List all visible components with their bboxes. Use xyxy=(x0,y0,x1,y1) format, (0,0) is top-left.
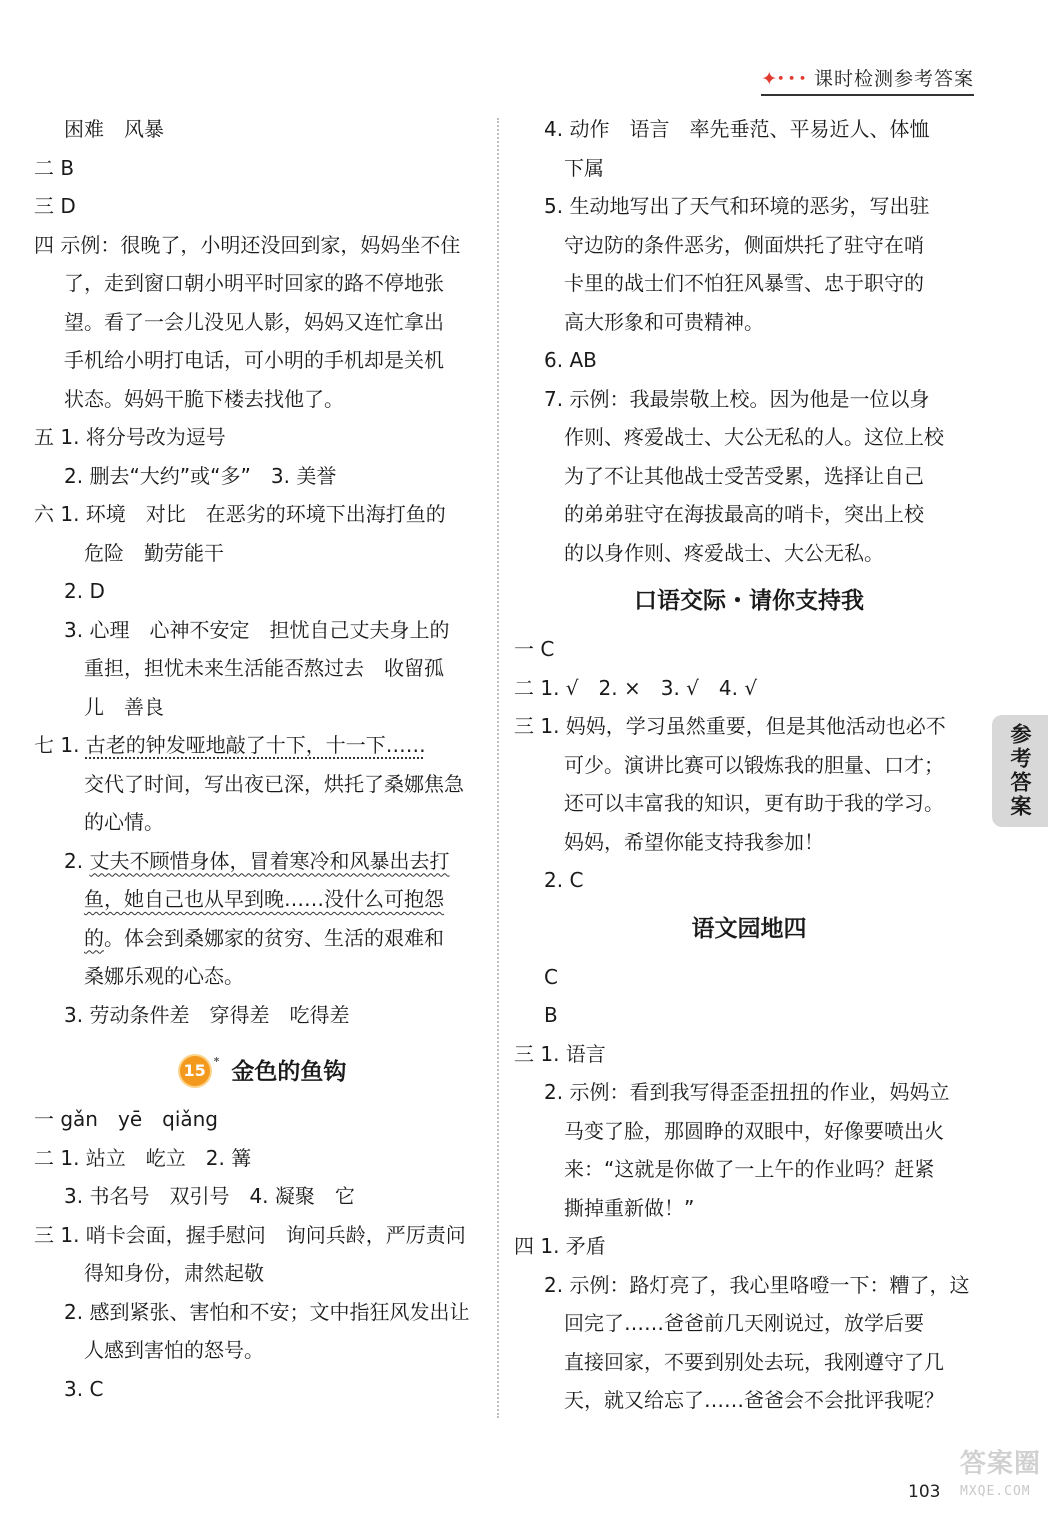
answer-line: 回完了……爸爸前几天刚说过，放学后要 xyxy=(564,1311,924,1335)
answer-line: 了，走到窗口朝小明平时回家的路不停地张 xyxy=(64,271,444,295)
answer-line: 危险 勤劳能干 xyxy=(84,540,224,565)
answer-line: 一 gǎn yē qiǎng xyxy=(34,1107,219,1131)
answer-line: 可少。演讲比赛可以锻炼我的胆量、口才； xyxy=(564,752,944,777)
answer-line: 手机给小明打电话，可小明的手机却是关机 xyxy=(64,348,444,372)
answer-line xyxy=(34,726,492,765)
answer-line: 2. C xyxy=(544,868,584,892)
item-number: 七 1. xyxy=(34,733,86,757)
answer-line: 一 C xyxy=(514,637,555,661)
answer-line: 6. AB xyxy=(544,348,597,372)
answer-text: 。体会到桑娜家的贫穷、生活的艰难和 xyxy=(104,925,444,950)
answer-line: 马变了脸，那圆睁的双眼中，好像要喷出火 xyxy=(564,1118,944,1143)
watermark-text: 答案圈 xyxy=(960,1449,1042,1479)
star-decoration-icon: ✦• • • xyxy=(761,68,806,90)
answer-line: 交代了时间，写出夜已深，烘托了桑娜焦急 xyxy=(84,771,464,796)
answer-line: 撕掉重新做！” xyxy=(564,1195,695,1220)
answer-line: 2. 删去“大约”或“多” 3. 美誉 xyxy=(64,463,337,488)
column-divider xyxy=(497,118,499,1418)
answer-line: 为了不让其他战士受苦受累，选择让自己 xyxy=(564,463,924,488)
answer-line: 3. 心理 心神不安定 担忧自己丈夫身上的 xyxy=(64,617,450,642)
answer-line xyxy=(34,919,492,958)
answer-line: 7. 示例：我最崇敬上校。因为他是一位以身 xyxy=(544,386,930,411)
answer-line: 还可以丰富我的知识，更有助于我的学习。 xyxy=(564,791,944,815)
answer-line: 六 1. 环境 对比 在恶劣的环境下出海打鱼的 xyxy=(34,502,446,526)
answer-line: 高大形象和可贵精神。 xyxy=(564,309,764,334)
answer-line: 妈妈，希望你能支持我参加！ xyxy=(564,829,824,854)
page-number: 103 xyxy=(908,1482,941,1502)
answer-line: 2. 示例：看到我写得歪歪扭扭的作业，妈妈立 xyxy=(544,1080,950,1104)
wavy-underlined-text: 鱼，她自己也从早到晚……没什么可抱怨 xyxy=(84,887,444,911)
answer-line: 卡里的战士们不怕狂风暴雪、忠于职守的 xyxy=(564,271,924,295)
answer-line: 2. 示例：路灯亮了，我心里咯噔一下：糟了，这 xyxy=(544,1272,970,1297)
answer-line: 的心情。 xyxy=(84,810,164,834)
answer-line: C xyxy=(544,964,558,989)
answer-line: 的弟弟驻守在海拔最高的哨卡，突出上校 xyxy=(564,502,924,526)
answer-line: 二 B xyxy=(34,155,75,180)
answer-line: 桑娜乐观的心态。 xyxy=(84,964,244,988)
answer-line: 四 1. 矛盾 xyxy=(514,1234,606,1258)
lesson-heading xyxy=(34,1034,492,1100)
answer-line xyxy=(34,880,492,919)
answer-line: 3. C xyxy=(64,1376,104,1401)
answer-line: 天，就又给忘了……爸爸会不会批评我呢？ xyxy=(564,1388,944,1412)
section-heading: 语文园地四 xyxy=(691,915,807,942)
answer-line: 的以身作则、疼爱战士、大公无私。 xyxy=(564,540,884,565)
answer-line: 2. 感到紧张、害怕和不安；文中指狂风发出让 xyxy=(64,1299,470,1324)
answer-line: 直接回家，不要到别处去玩，我刚遵守了几 xyxy=(564,1349,944,1374)
lesson-title: 金色的鱼钩 xyxy=(231,1059,347,1085)
watermark-logo xyxy=(960,1450,1041,1506)
answer-line: 重担，担忧未来生活能否熬过去 收留孤 xyxy=(84,656,444,680)
item-number: 2. xyxy=(64,848,90,873)
answer-line: 得知身份，肃然起敬 xyxy=(84,1261,264,1285)
left-column xyxy=(34,110,492,1408)
answer-line: 二 1. √ 2. × 3. √ 4. √ xyxy=(514,675,758,700)
answer-line: 人感到害怕的怒号。 xyxy=(84,1338,264,1362)
answer-line: 三 D xyxy=(34,194,76,218)
answer-line: 困难 风暴 xyxy=(64,117,164,141)
wavy-underlined-text: 的 xyxy=(84,925,104,950)
optional-lesson-star: * xyxy=(213,1055,220,1068)
watermark-url: MXQE.COM xyxy=(960,1484,1031,1499)
answer-line: 3. 劳动条件差 穿得差 吃得差 xyxy=(64,1002,350,1027)
answer-line: 五 1. 将分号改为逗号 xyxy=(34,425,226,449)
answer-line: B xyxy=(544,1003,558,1027)
answer-line: 四 示例：很晚了，小明还没回到家，妈妈坐不住 xyxy=(34,232,461,257)
answer-line: 来：“这就是你做了一上午的作业吗？赶紧 xyxy=(564,1157,935,1181)
page-header xyxy=(761,64,974,96)
answer-line: 下属 xyxy=(564,155,604,180)
answer-line xyxy=(34,842,492,881)
lesson-number-badge: 15 xyxy=(180,1056,210,1086)
answer-line: 三 1. 哨卡会面，握手慰问 询问兵龄，严厉责问 xyxy=(34,1222,466,1247)
answer-line: 三 1. 语言 xyxy=(514,1041,606,1066)
answer-line: 儿 善良 xyxy=(84,694,164,719)
answer-line: 作则、疼爱战士、大公无私的人。这位上校 xyxy=(564,425,944,449)
header-title: 课时检测参考答案 xyxy=(813,68,974,90)
answer-line: 守边防的条件恶劣，侧面烘托了驻守在哨 xyxy=(564,232,924,257)
answer-line: 5. 生动地写出了天气和环境的恶劣，写出驻 xyxy=(544,194,930,218)
answer-line: 4. 动作 语言 率先垂范、平易近人、体恤 xyxy=(544,117,930,141)
answer-line: 望。看了一会儿没见人影，妈妈又连忙拿出 xyxy=(64,309,444,334)
side-tab-label: 参考答案 xyxy=(992,715,1048,827)
answer-line: 状态。妈妈干脆下楼去找他了。 xyxy=(64,386,344,411)
wavy-underlined-text: 丈夫不顾惜身体，冒着寒冷和风暴出去打 xyxy=(89,848,450,873)
section-heading: 口语交际・请你支持我 xyxy=(634,588,864,614)
answer-line: 2. D xyxy=(64,579,105,603)
answer-line: 3. 书名号 双引号 4. 凝聚 它 xyxy=(64,1184,355,1208)
dotted-underlined-text: 古老的钟发哑地敲了十下，十一下…… xyxy=(85,733,426,757)
answer-line: 三 1. 妈妈，学习虽然重要，但是其他活动也必不 xyxy=(514,714,946,738)
answer-line: 二 1. 站立 屹立 2. 篝 xyxy=(34,1145,252,1170)
right-column xyxy=(514,110,974,1420)
